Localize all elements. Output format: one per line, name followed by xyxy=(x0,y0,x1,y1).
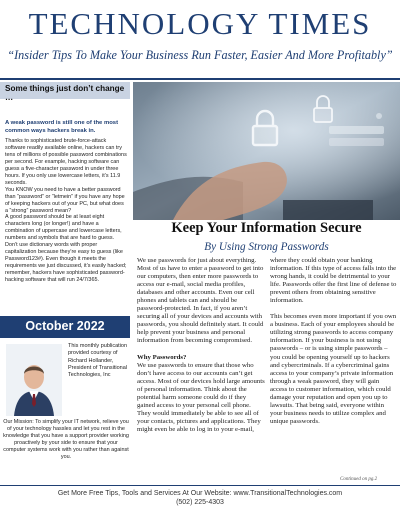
article-paragraph: We use passwords to ensure that those who don’t have access to our accounts can’t get access. Most of our devices hold large amounts of personal information. Think about the potential harm someone could do if they gained access to your personal cell phone. They would immediately be able to see all of your contacts, pictures and applications. They might even be able to log in to your e-mail, xyxy=(137,361,265,433)
newsletter-tagline: “Insider Tips To Make Your Business Run Faster, Easier And More Profitably” xyxy=(7,48,393,62)
sidebar-header xyxy=(0,82,130,102)
issue-date: October 2022 xyxy=(25,319,105,333)
masthead xyxy=(0,0,400,78)
security-lock-illustration xyxy=(133,82,400,220)
sidebar xyxy=(0,82,130,487)
sidebar-paragraph: Thanks to sophisticated brute-force-attack software readily available online, hackers can try tens of millions of possible password combinations per second. For example, hacking software can guess a five-character password in under three hours. If you only use lowercase letters, it’s 11.9 seconds. xyxy=(5,138,127,186)
masthead-rule xyxy=(0,78,400,80)
author-photo xyxy=(6,344,62,416)
article-paragraph: This becomes even more important if you own a business. Each of your employees should be utilizing strong passwords to access company information. If your business is not using passwords – or is using simple passwords – you could be opening yourself up to hackers and cybercriminals. If a cybercriminal gains access to your company’s private information through a weak password, they will gain access to customer information, which could damage your reputation and open you up to lawsuits. That being said, everyone within your business needs to utilize complex and unique passwords. xyxy=(270,313,397,425)
mission-statement: Our Mission: To simplify your IT network, relieve you of your technology hassles and let you rest in the knowledge that you have a support provider working proactively by your side to ensure that your computer systems work with you rather than against you. xyxy=(3,419,129,461)
article-headline: Keep Your Information Secure xyxy=(171,220,362,236)
article-paragraph: We use passwords for just about everything. Most of us have to enter a password to get into our computers, then enter more passwords to access our e-mail, social media profiles, databases and other accounts. Even our cell phones and tablets can and should be password-protected. In fact, if you aren’t securing all of your devices and accounts with passwords, you should definitely start. It could help prevent your business and personal information from becoming compromised. xyxy=(137,257,264,345)
footer xyxy=(0,489,400,507)
footer-phone: (502) 225-4303 xyxy=(176,499,224,506)
article-paragraph: where they could obtain your banking information. If this type of access falls into the wrong hands, it could be detrimental to your life. Passwords offer the first line of defense to prevent others from obtaining sensitive information. xyxy=(270,257,397,305)
article-section-heading: Why Passwords? xyxy=(137,353,187,361)
sidebar-body xyxy=(5,138,127,284)
sidebar-paragraph: A good password should be at least eight characters long (or longer!) and have a combination of uppercase and lowercase letters, numbers and symbols that are hard to guess. Don’t use dictionary words with proper capitalization because they’re easy to guess (like Password123#). Even though it meets the requirements we just discussed, it’s easily hacked; remember, hackers have sophisticated password-hacking software that will run 24/7/365. xyxy=(5,214,127,284)
continued-note: Continued on pg.2 xyxy=(340,477,378,482)
footer-website-line: Get More Free Tips, Tools and Services At Our Website: www.TransitionalTechnologies.com xyxy=(57,490,343,497)
article-column-2 xyxy=(270,257,398,434)
article-subhead: By Using Strong Passwords xyxy=(204,241,329,253)
sidebar-paragraph: You KNOW you need to have a better password than “password” or “letmein” if you have any hope of keeping hackers out of your PC, but what does a “strong” password mean? xyxy=(5,186,125,214)
footer-rule xyxy=(0,485,400,486)
publisher-blurb: This monthly publication provided courtesy of Richard Hollander, President of Transitional Technologies, Inc xyxy=(68,343,128,379)
sidebar-header-text: Some things just don’t change … xyxy=(5,84,125,102)
newsletter-title: TECHNOLOGY TIMES xyxy=(28,6,372,41)
sidebar-lead: A weak password is still one of the most common ways hackers break in. xyxy=(5,120,119,134)
article-column-1 xyxy=(137,257,265,442)
person-photo-icon xyxy=(6,344,62,416)
issue-date-banner xyxy=(0,316,130,338)
hero-image xyxy=(133,82,400,220)
